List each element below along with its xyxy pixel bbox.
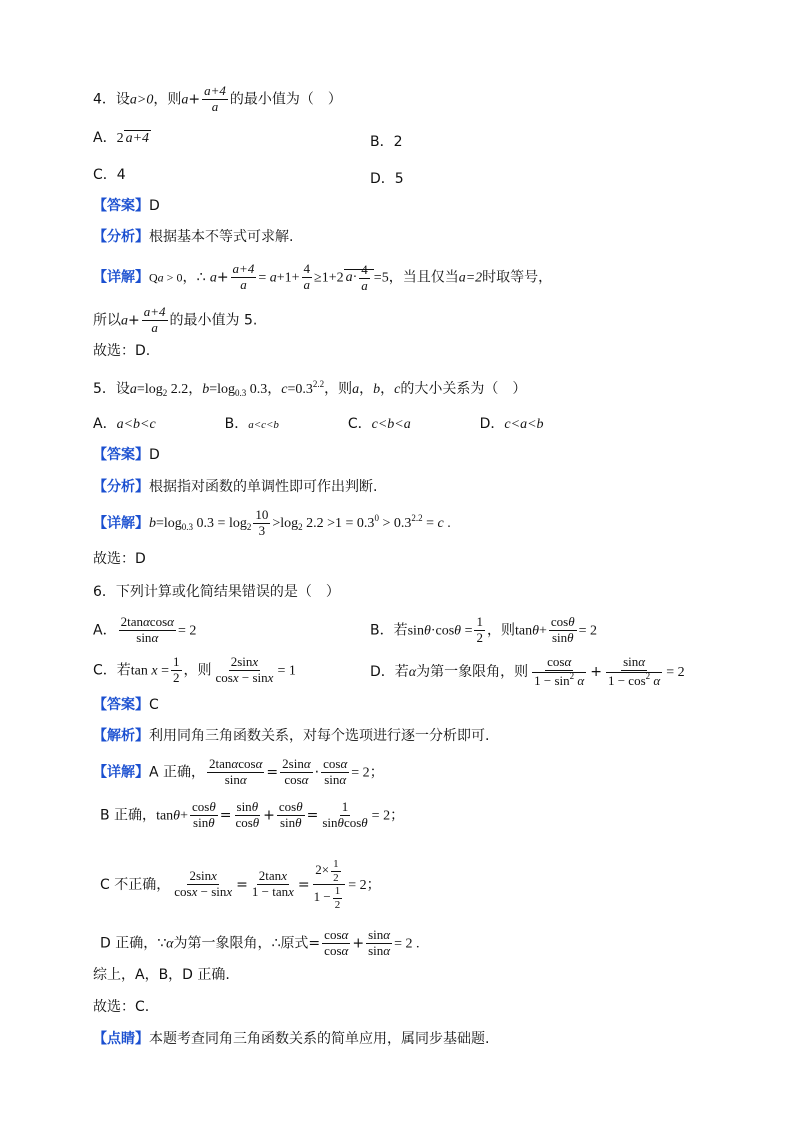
q4-option-c: C．4 — [93, 167, 126, 183]
q4-option-b: B．2 — [370, 134, 403, 150]
q6-summary: 综上，A，B，D 正确. — [93, 967, 230, 983]
q6-option-b: B．若sinθ·cosθ = $\frac{1}{2}$ ，则tanθ+ $\frac{\cos\theta}{\sin\theta}$ = 2 — [370, 614, 598, 645]
q4-option-a: A．2 a+4 — [93, 130, 150, 146]
q6-option-d: D．若α为第一象限角，则 $\frac{\cos\alpha}{1 - \sin^2 \alpha}$ + $\frac{\sin\alpha}{1 - \cos^2 \alpha}$ = 2 — [370, 654, 685, 688]
q6-answer: 【答案】C — [93, 697, 159, 713]
q4-option-d: D．5 — [370, 171, 404, 187]
q4-stem: 4．设a>0，则a+ $\frac{a+4}{a}$ 的最小值为（ ） — [93, 83, 342, 114]
q4-detail: 【详解】Qa > 0，∴ a+ $\frac{a+4}{a}$ = a+1+ $\frac{4}{a}$ ≥1+2 a· $\frac{4}{a}$ =5，当且仅当a=2时取等号， — [93, 261, 553, 293]
q6-detail-a: 【详解】A 正确， $\frac{2\tan\alpha\cos\alpha}{\sin\alpha}$ = $\frac{2\sin\alpha}{\cos\alpha}$ · $\frac{\cos\alpha}{\sin\alpha}$ = 2； — [93, 756, 384, 787]
q5-detail: 【详解】$b=\log_{0.3}$ $0.3 = \log_2$ $\frac{10}{3}$ $>\log_2$ $2.2 >1 = 0.3^0 > 0.3^{2.2} = c$ . — [93, 507, 451, 538]
q4-answer: 【答案】D — [93, 198, 160, 214]
q5-options: A．a<b<c B．a<c<b C．c<b<a D．c<a<b — [93, 416, 544, 432]
q6-detail-b: B 正确，tanθ+ $\frac{\cos\theta}{\sin\theta}$ = $\frac{\sin\theta}{\cos\theta}$ + $\frac{\cos\theta}{\sin\theta}$ = $\frac{1}{\sin\theta\cos\theta}$ = 2； — [100, 799, 405, 830]
q6-stem: 6．下列计算或化简结果错误的是（ ） — [93, 584, 340, 600]
q6-comment: 【点睛】本题考查同角三角函数关系的简单应用，属同步基础题. — [93, 1031, 490, 1047]
q4-analysis: 【分析】根据基本不等式可求解. — [93, 229, 294, 245]
q5-analysis: 【分析】根据指对函数的单调性即可作出判断. — [93, 479, 378, 495]
q4-conclusion: 所以a+ $\frac{a+4}{a}$ 的最小值为 5. — [93, 304, 258, 335]
q6-choose: 故选：C. — [93, 999, 150, 1015]
q5-answer: 【答案】D — [93, 447, 160, 463]
q5-stem: 5．设$a=\log_2$ 2.2，$b=\log_{0.3}$ 0.3，$c=0.3^{2.2}$，则a，b，c的大小关系为（ ） — [93, 379, 527, 398]
q6-detail-d: D 正确，∵α为第一象限角，∴原式= $\frac{\cos\alpha}{\cos\alpha}$ + $\frac{\sin\alpha}{\sin\alpha}$ = 2 . — [100, 927, 420, 958]
q4-choose: 故选：D. — [93, 343, 151, 359]
q6-detail-c: C 不正确， $\frac{2\sin x}{\cos x - \sin x}$ = $\frac{2\tan x}{1 - \tan x}$ = 2× $\frac{1}{2}$ 1 − $\frac{1}{2}$ = 2； — [100, 858, 381, 911]
q6-analysis: 【解析】利用同角三角函数关系，对每个选项进行逐一分析即可. — [93, 728, 490, 744]
q5-choose: 故选：D — [93, 551, 146, 567]
q6-option-c: C．若tan x = $\frac{1}{2}$ ，则 $\frac{2\sin x}{\cos x - \sin x}$ = 1 — [93, 654, 296, 685]
q6-option-a: A． $\frac{2\tan\alpha\cos\alpha}{\sin\alpha}$ = 2 — [93, 614, 197, 645]
